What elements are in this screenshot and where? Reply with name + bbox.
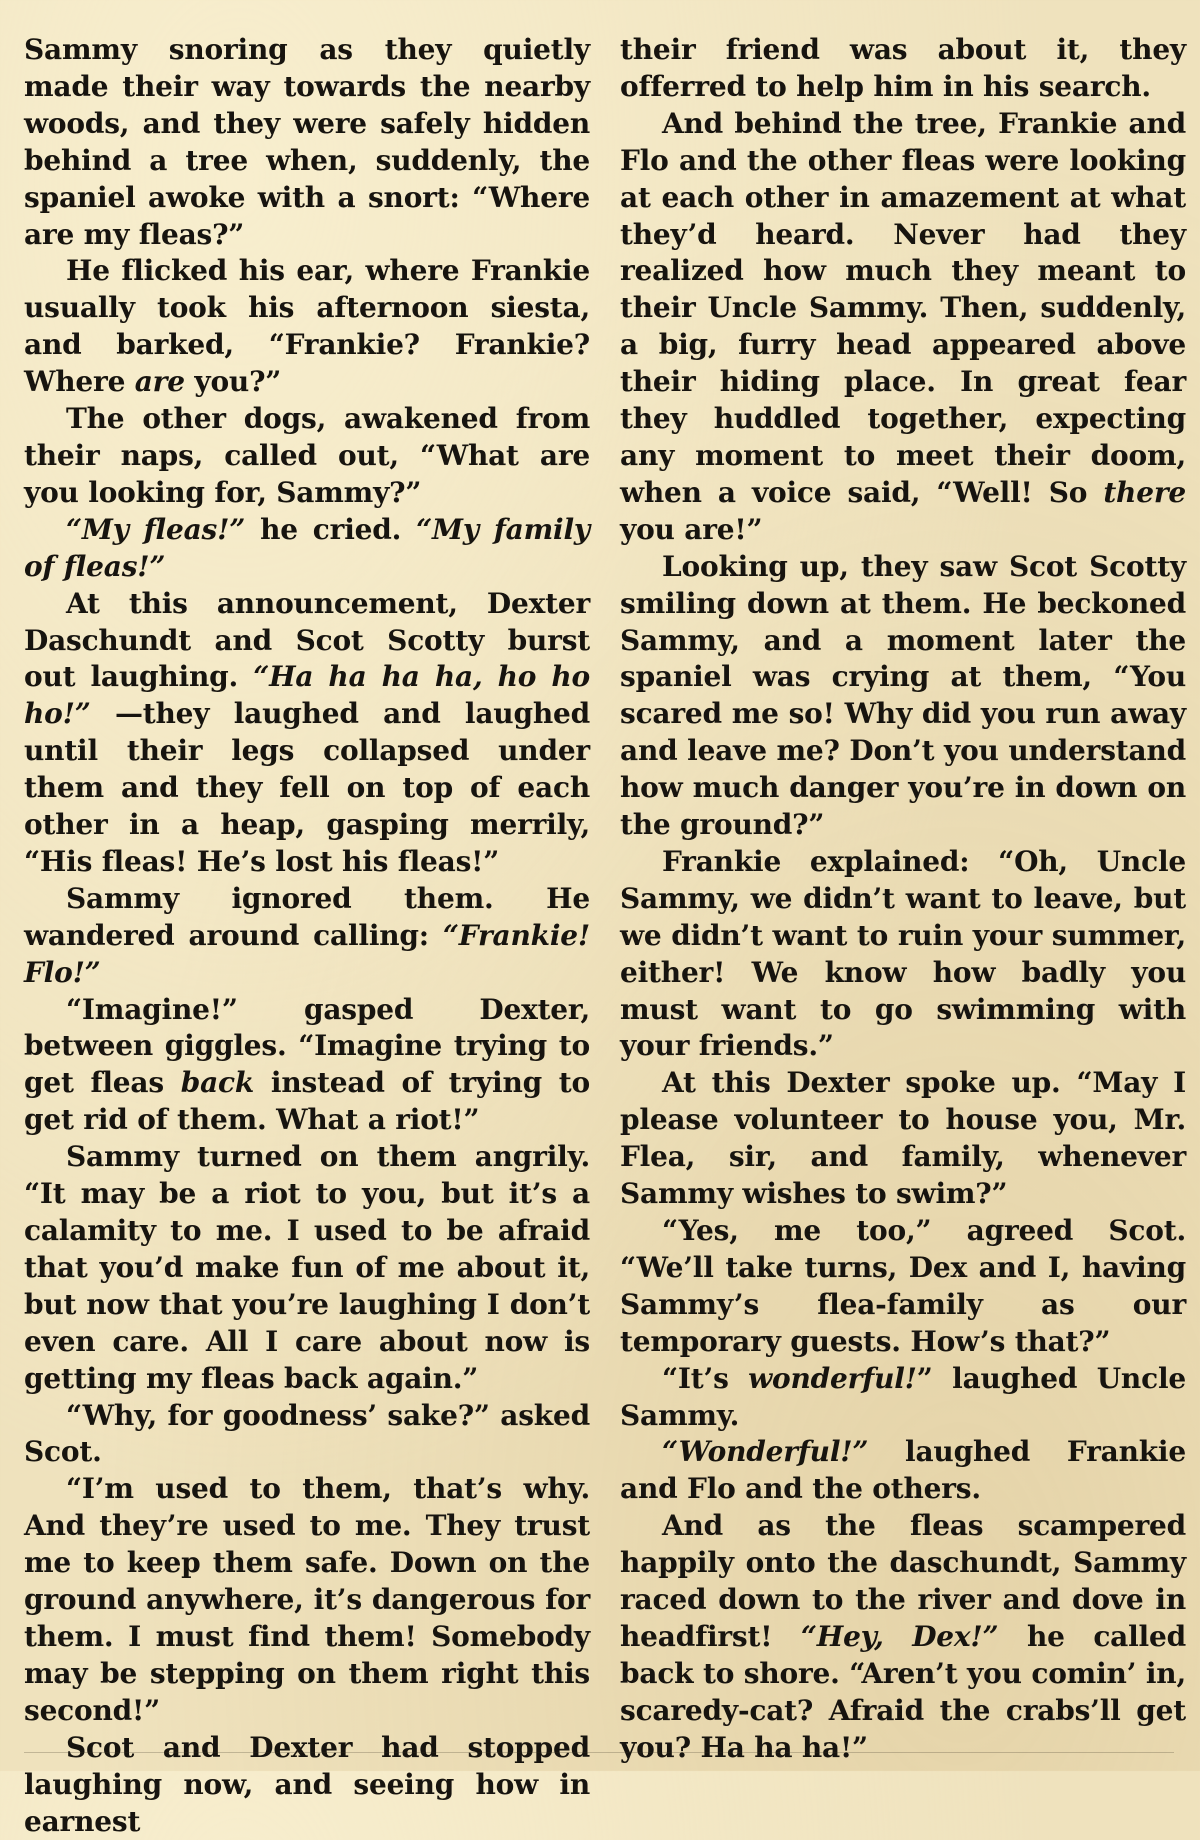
paragraph [620, 1361, 1186, 1435]
paragraph [620, 844, 1186, 1065]
right-column [620, 32, 1186, 1764]
italic-text-run: “Ha ha ha ha, ho ho ho!” [24, 660, 590, 731]
text-run: their friend was about it, they offerred to help him in his search. [620, 33, 1186, 103]
text-run: he cried. [245, 512, 417, 546]
text-run: At this Dexter spoke up. “May I please volunteer to house you, Mr. Flea, sir, and family, whenever Sammy wishes to swim?” [620, 1066, 1186, 1211]
left-column [24, 32, 590, 1838]
paragraph [620, 106, 1186, 549]
text-run: At this announcement, Dexter Daschundt and Scot Scotty burst out laughing. [24, 586, 590, 694]
text-run: “Why, for goodness’ sake?” asked Scot. [24, 1398, 590, 1469]
italic-text-run: “My family of fleas!” [24, 512, 590, 583]
paragraph [24, 992, 590, 1140]
text-run: Sammy turned on them angrily. “It may be a riot to you, but it’s a calamity to me. I used to be afraid that you’d make fun of me about it, but now that you’re laughing I don’t even care. All I care about now is getting my fleas back again.” [24, 1140, 590, 1395]
text-run: He flicked his ear, where Frankie usually took his afternoon siesta, and barked, “Frankie? Frankie? Where [24, 254, 590, 399]
text-run: Sammy snoring as they quietly made their way towards the nearby woods, and they were safely hidden behind a tree when, suddenly, the spaniel awoke with a snort: “Where are my fleas?” [24, 33, 590, 251]
paragraph [620, 1213, 1186, 1361]
paragraph [620, 1065, 1186, 1213]
paragraph [24, 1730, 590, 1840]
text-run: —they laughed and laughed until their legs collapsed under them and they fell on top of each other in a heap, gasping merrily, “His fleas! He’s lost his fleas!” [24, 697, 590, 878]
italic-text-run: back [180, 1066, 255, 1100]
text-run: you?” [184, 365, 282, 399]
paragraph [24, 1398, 590, 1472]
italic-text-run: “Wonderful!” [662, 1435, 869, 1469]
paragraph [24, 253, 590, 401]
italic-text-run: there [1103, 475, 1186, 509]
paragraph [24, 1139, 590, 1397]
text-run: “Imagine!” gasped Dexter, between giggles. “Imagine trying to get fleas [24, 992, 590, 1100]
text-run: The other dogs, awakened from their naps, called out, “What are you looking for, Sammy?” [24, 402, 590, 509]
text-run: “It’s [662, 1361, 749, 1395]
italic-text-run: wonderful! [748, 1361, 917, 1395]
text-run: Looking up, they saw Scot Scotty smiling down at them. He beckoned Sammy, and a moment later the spaniel was crying at them, “You scared me so! Why did you run away and leave me? Don’t you understand how much danger you’re in down on the ground?” [620, 549, 1186, 842]
italic-text-run: “My fleas!” [66, 512, 246, 546]
paragraph [620, 1434, 1186, 1508]
bottom-rule [24, 1752, 1174, 1753]
text-run: “I’m used to them, that’s why. And they’re used to me. They trust me to keep them safe. Down on the ground anywhere, it’s dangerous for them. I must find them! Somebody may be stepping on them right this second!” [24, 1472, 590, 1727]
paragraph [620, 1508, 1186, 1766]
italic-text-run: “Hey, Dex!” [800, 1619, 999, 1653]
text-run: laughed Frankie and Flo and the others. [620, 1435, 1186, 1506]
text-run: Frankie explained: “Oh, Uncle Sammy, we didn’t want to leave, but we didn’t want to ruin your summer, either! We know how badly you must want to go swimming with your friends.” [620, 844, 1186, 1063]
text-run: instead of trying to get rid of them. What a riot!” [24, 1066, 590, 1137]
text-run: you are!” [620, 512, 763, 546]
italic-text-run: “Frankie! Flo!” [24, 918, 590, 989]
paragraph [24, 401, 590, 512]
text-run: “Yes, me too,” agreed Scot. “We’ll take turns, Dex and I, having Sammy’s flea-family as our temporary guests. How’s that?” [620, 1214, 1186, 1358]
text-run: ” laughed Uncle Sammy. [620, 1361, 1186, 1432]
paragraph [24, 32, 590, 253]
italic-text-run: are [134, 365, 185, 399]
paragraph [24, 512, 590, 586]
text-run: And behind the tree, Frankie and Flo and the other fleas were looking at each other in amazement at what they’d heard. Never had they realized how much they meant to their Uncle Sammy. Then, suddenly, a big, furry head appeared above their hiding place. In great fear they huddled together, expecting any moment to meet their doom, when a voice said, “Well! So [620, 106, 1186, 509]
paragraph [24, 586, 590, 881]
text-run: And as the fleas scampered happily onto the daschundt, Sammy raced down to the river and dove in headfirst! [620, 1509, 1186, 1653]
text-run: Scot and Dexter had stopped laughing now, and seeing how in earnest [24, 1730, 590, 1838]
paragraph [24, 881, 590, 992]
paragraph [24, 1471, 590, 1729]
text-run: Sammy ignored them. He wandered around calling: [24, 881, 590, 952]
paragraph [620, 549, 1186, 844]
text-run: he called back to shore. “Aren’t you comin’ in, scaredy-cat? Afraid the crabs’ll get you? Ha ha ha!” [620, 1619, 1186, 1764]
paragraph [620, 32, 1186, 106]
